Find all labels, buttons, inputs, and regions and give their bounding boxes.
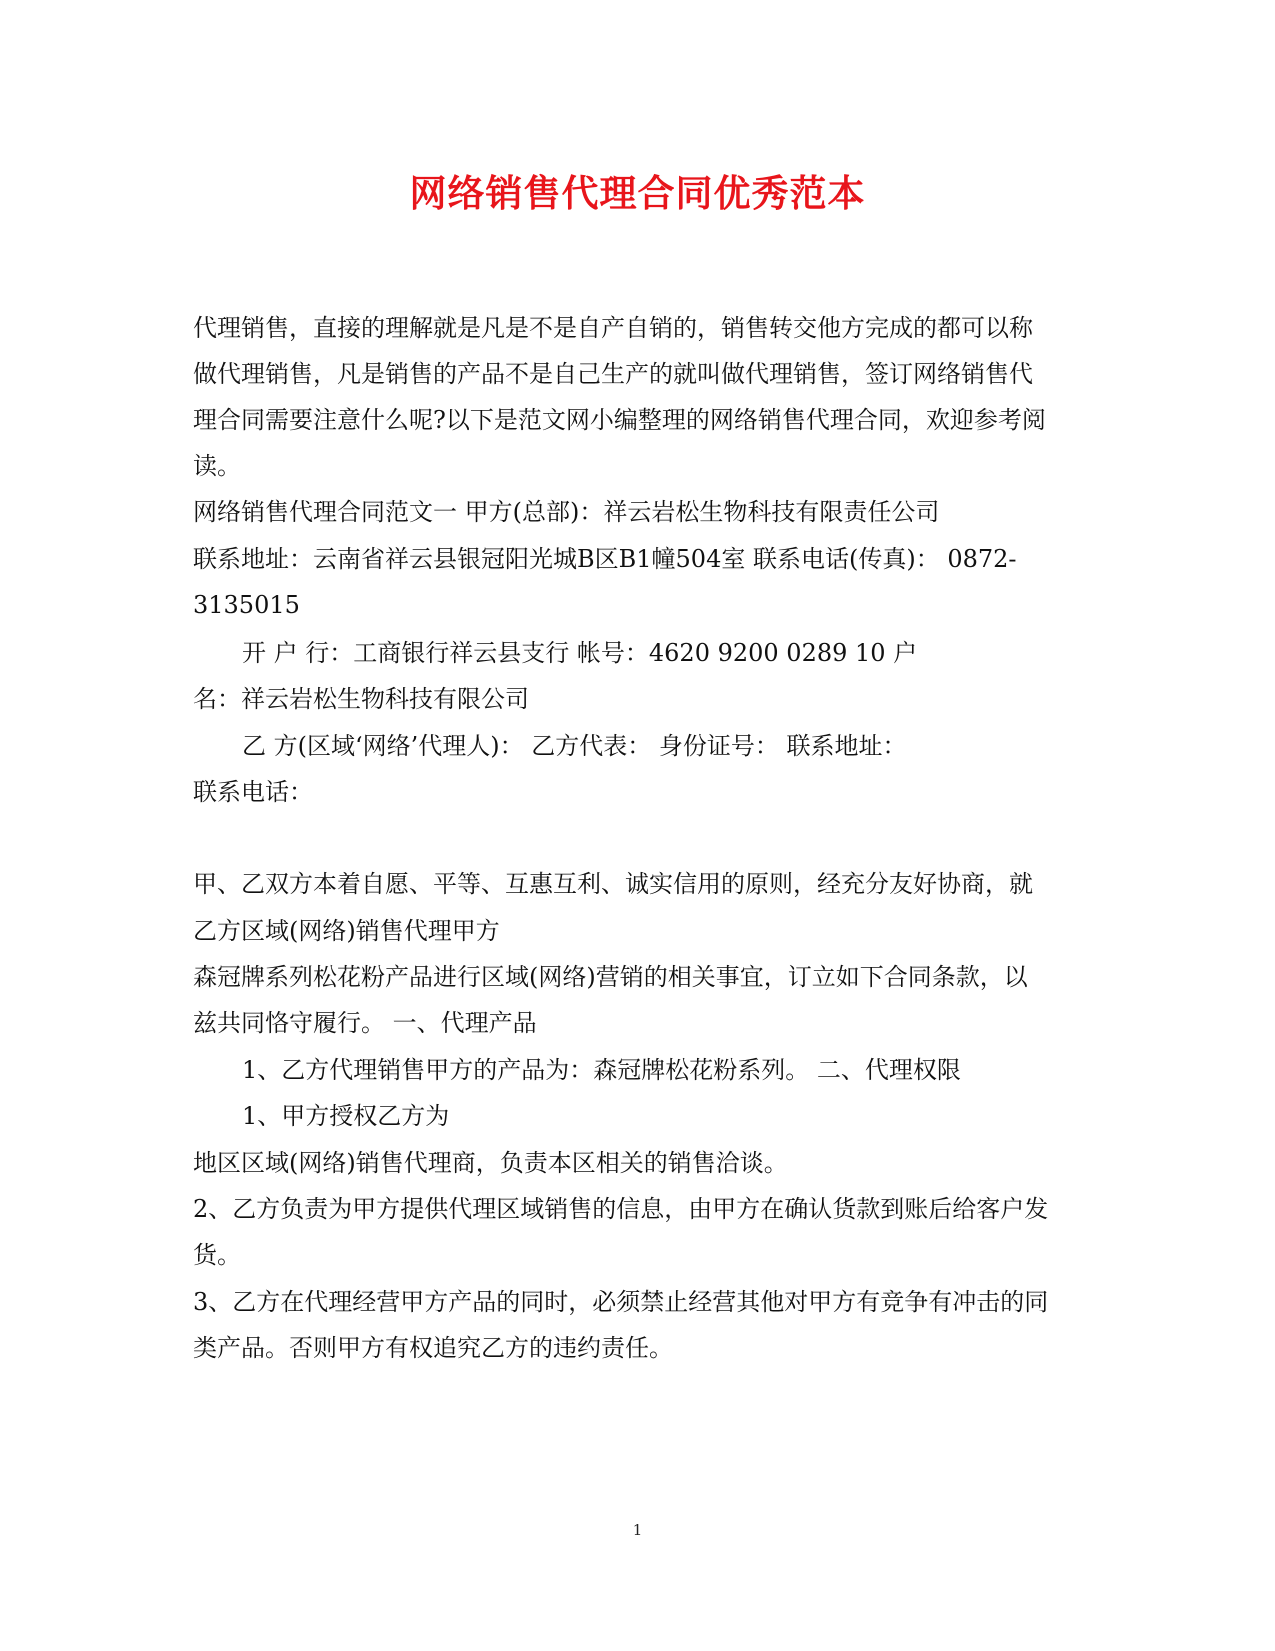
document-title: 网络销售代理合同优秀范本 xyxy=(409,172,866,215)
paragraph-line: 做代理销售，凡是销售的产品不是自己生产的就叫做代理销售，签订网络销售代 xyxy=(193,360,1033,388)
paragraph-line: 乙 方(区域‘网络’代理人)： 乙方代表： 身份证号： 联系地址： xyxy=(242,732,907,760)
paragraph-line: 兹共同恪守履行。 一、代理产品 xyxy=(193,1009,537,1037)
paragraph-line: 联系地址：云南省祥云县银冠阳光城B区B1幢504室 联系电话(传真)： 0872- xyxy=(193,545,1017,573)
paragraph-line: 名：祥云岩松生物科技有限公司 xyxy=(193,685,529,713)
paragraph-line: 1、甲方授权乙方为 xyxy=(242,1102,450,1130)
paragraph-line: 理合同需要注意什么呢?以下是范文网小编整理的网络销售代理合同，欢迎参考阅 xyxy=(193,406,1046,434)
paragraph-line: 甲、乙双方本着自愿、平等、互惠互利、诚实信用的原则，经充分友好协商，就 xyxy=(193,870,1033,898)
paragraph-line: 开 户 行：工商银行祥云县支行 帐号：4620 9200 0289 10 户 xyxy=(242,639,918,667)
paragraph-line: 类产品。否则甲方有权追究乙方的违约责任。 xyxy=(193,1334,673,1362)
paragraph-line: 货。 xyxy=(193,1241,241,1269)
paragraph-line: 代理销售，直接的理解就是凡是不是自产自销的，销售转交他方完成的都可以称 xyxy=(193,314,1033,342)
paragraph-line: 读。 xyxy=(193,452,241,480)
paragraph-line: 森冠牌系列松花粉产品进行区域(网络)营销的相关事宜，订立如下合同条款，以 xyxy=(193,963,1028,991)
paragraph-line: 乙方区域(网络)销售代理甲方 xyxy=(193,917,500,945)
paragraph-line: 2、乙方负责为甲方提供代理区域销售的信息，由甲方在确认货款到账后给客户发 xyxy=(193,1195,1049,1223)
paragraph-line: 3135015 xyxy=(193,591,300,619)
paragraph-line: 地区区域(网络)销售代理商，负责本区相关的销售洽谈。 xyxy=(193,1149,788,1177)
paragraph-line: 联系电话： xyxy=(193,778,313,806)
page-number: 1 xyxy=(632,1521,643,1539)
paragraph-line: 1、乙方代理销售甲方的产品为：森冠牌松花粉系列。 二、代理权限 xyxy=(242,1056,961,1084)
paragraph-line: 3、乙方在代理经营甲方产品的同时，必须禁止经营其他对甲方有竞争有冲击的同 xyxy=(193,1288,1049,1316)
paragraph-line: 网络销售代理合同范文一 甲方(总部)：祥云岩松生物科技有限责任公司 xyxy=(193,498,940,526)
